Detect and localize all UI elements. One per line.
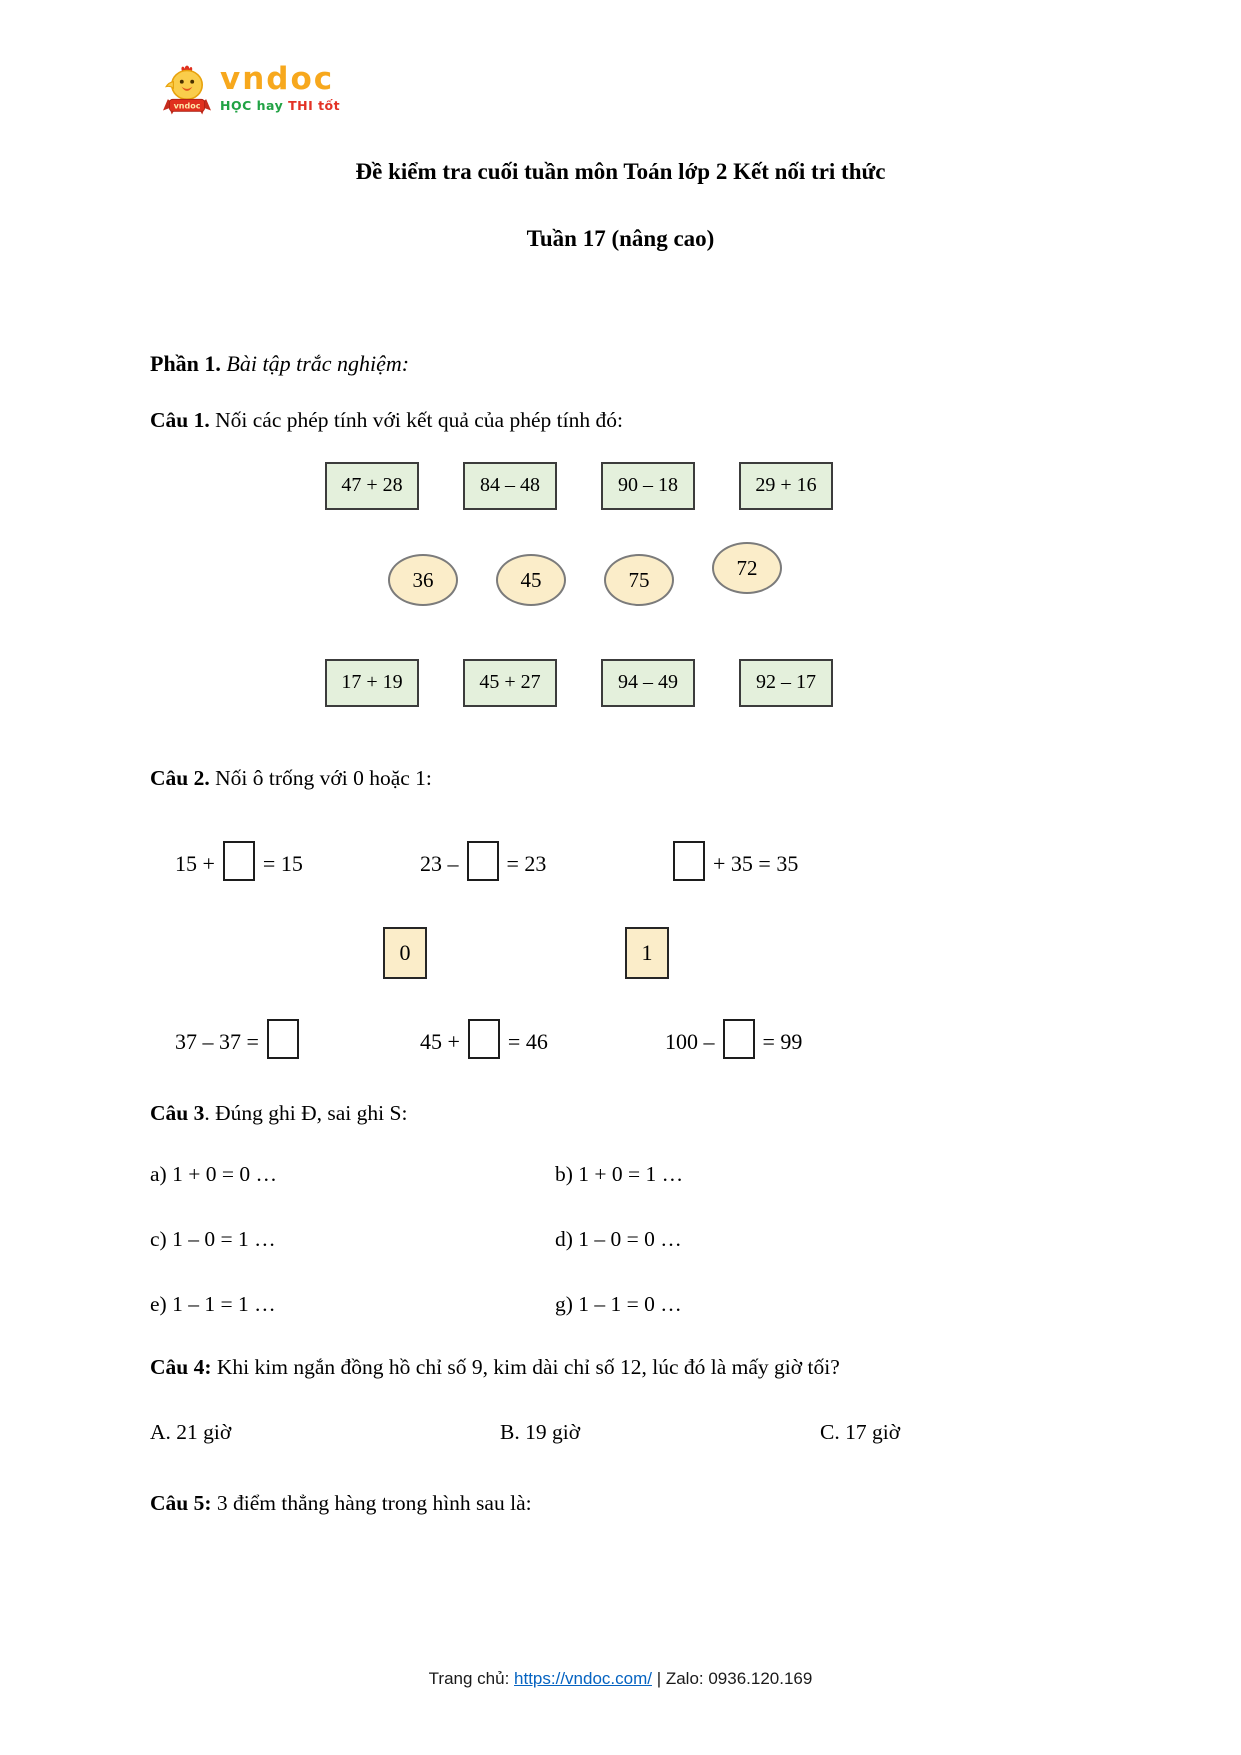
tf-item bbox=[150, 1225, 555, 1254]
homepage-link[interactable]: https://vndoc.com/ bbox=[514, 1669, 652, 1688]
equation bbox=[175, 1019, 420, 1059]
operation-box: 47 + 28 bbox=[325, 462, 419, 510]
q4-heading bbox=[150, 1353, 1171, 1382]
q1-bottom-boxes-row bbox=[325, 659, 1241, 707]
equation-pre: 23 – bbox=[420, 850, 459, 876]
q1-top-boxes-row bbox=[325, 462, 1241, 510]
q1-result-ovals-row bbox=[388, 554, 1241, 606]
result-oval: 75 bbox=[604, 554, 674, 606]
tf-item-text: 1 + 0 = 0 … bbox=[172, 1161, 277, 1186]
q2-equations-top-row bbox=[175, 841, 1241, 881]
answer-box-zero: 0 bbox=[383, 927, 427, 979]
q2-label: Câu 2. bbox=[150, 765, 210, 790]
tf-item-text: 1 – 0 = 1 … bbox=[172, 1226, 276, 1251]
blank-box bbox=[267, 1019, 299, 1059]
result-oval: 36 bbox=[388, 554, 458, 606]
blank-box bbox=[468, 1019, 500, 1059]
footer-prefix: Trang chủ: bbox=[428, 1669, 515, 1688]
operation-box: 17 + 19 bbox=[325, 659, 419, 707]
q1-heading bbox=[150, 406, 1171, 435]
equation bbox=[420, 1019, 665, 1059]
equation-post: + 35 = 35 bbox=[713, 850, 799, 876]
option-b: B. 19 giờ bbox=[500, 1419, 581, 1444]
tf-item bbox=[555, 1160, 975, 1189]
result-oval: 72 bbox=[712, 542, 782, 594]
blank-box bbox=[223, 841, 255, 881]
page-subtitle: Tuần 17 (nâng cao) bbox=[526, 226, 715, 252]
footer-suffix: | Zalo: 0936.120.169 bbox=[651, 1669, 813, 1688]
tf-item bbox=[555, 1225, 975, 1254]
operation-box: 90 – 18 bbox=[601, 462, 695, 510]
tf-item-label: a) bbox=[150, 1161, 167, 1186]
q1-prompt: Nối các phép tính với kết quả của phép tính đó: bbox=[215, 407, 623, 432]
vndoc-logo bbox=[163, 61, 341, 117]
logo-text-block bbox=[220, 61, 341, 115]
equation-post: = 23 bbox=[506, 850, 547, 876]
q3-heading bbox=[150, 1099, 1171, 1128]
equation bbox=[175, 841, 420, 881]
tf-item-label: c) bbox=[150, 1226, 167, 1251]
chick-mascot-icon bbox=[163, 64, 211, 117]
tf-item-text: 1 – 0 = 0 … bbox=[578, 1226, 682, 1251]
q5-prompt: 3 điểm thẳng hàng trong hình sau là: bbox=[216, 1490, 532, 1515]
q3-label: Câu 3 bbox=[150, 1100, 205, 1125]
q3-prompt: . Đúng ghi Đ, sai ghi S: bbox=[204, 1100, 408, 1125]
tf-item bbox=[555, 1290, 975, 1319]
result-oval: 45 bbox=[496, 554, 566, 606]
tf-item-label: d) bbox=[555, 1226, 573, 1251]
answer-box-one: 1 bbox=[625, 927, 669, 979]
tf-item-text: 1 + 0 = 1 … bbox=[578, 1161, 684, 1186]
blank-box bbox=[467, 841, 499, 881]
q4-prompt: Khi kim ngắn đồng hồ chỉ số 9, kim dài chỉ số 12, lúc đó là mấy giờ tối? bbox=[216, 1354, 840, 1379]
banner-text: vndoc bbox=[173, 101, 201, 111]
equation bbox=[420, 841, 665, 881]
q2-answer-boxes-row bbox=[383, 927, 1241, 979]
tf-item-label: g) bbox=[555, 1291, 573, 1316]
equation-post: = 46 bbox=[507, 1028, 548, 1054]
equation bbox=[665, 841, 798, 881]
operation-box: 94 – 49 bbox=[601, 659, 695, 707]
q5-heading bbox=[150, 1489, 1171, 1518]
q1-label: Câu 1. bbox=[150, 407, 210, 432]
option-a: A. 21 giờ bbox=[150, 1419, 232, 1444]
equation bbox=[665, 1019, 802, 1059]
equation-post: = 15 bbox=[262, 850, 303, 876]
q5-label: Câu 5: bbox=[150, 1490, 212, 1515]
tagline-green: HỌC hay bbox=[220, 98, 284, 113]
operation-box: 29 + 16 bbox=[739, 462, 833, 510]
tf-item bbox=[150, 1160, 555, 1189]
tf-item-label: b) bbox=[555, 1161, 573, 1186]
logo-wordmark: vndoc bbox=[220, 61, 335, 97]
equation-pre: 37 – 37 = bbox=[175, 1028, 259, 1054]
equation-pre: 15 + bbox=[175, 850, 215, 876]
q2-prompt: Nối ô trống với 0 hoặc 1: bbox=[215, 765, 432, 790]
part1-title: Bài tập trắc nghiệm: bbox=[226, 351, 410, 377]
tf-item-text: 1 – 1 = 0 … bbox=[578, 1291, 682, 1316]
page-title: Đề kiểm tra cuối tuần môn Toán lớp 2 Kết nối tri thức bbox=[355, 159, 886, 184]
tf-item-text: 1 – 1 = 1 … bbox=[172, 1291, 276, 1316]
part1-heading bbox=[150, 349, 1241, 379]
operation-box: 45 + 27 bbox=[463, 659, 557, 707]
equation-post: = 99 bbox=[762, 1028, 803, 1054]
option-c: C. 17 giờ bbox=[820, 1419, 901, 1444]
blank-box bbox=[673, 841, 705, 881]
q4-options-row bbox=[150, 1418, 1241, 1447]
operation-box: 84 – 48 bbox=[463, 462, 557, 510]
logo-tagline bbox=[220, 98, 340, 115]
q2-heading bbox=[150, 764, 1171, 793]
part1-label: Phần 1. bbox=[150, 351, 221, 377]
operation-box: 92 – 17 bbox=[739, 659, 833, 707]
equation-pre: 100 – bbox=[665, 1028, 715, 1054]
equation-pre: 45 + bbox=[420, 1028, 460, 1054]
q3-items-grid bbox=[150, 1160, 1241, 1319]
tagline-red: THI tốt bbox=[288, 98, 341, 113]
blank-box bbox=[723, 1019, 755, 1059]
q2-equations-bottom-row bbox=[175, 1019, 1241, 1059]
page-footer bbox=[0, 1668, 1241, 1691]
tf-item bbox=[150, 1290, 555, 1319]
q4-label: Câu 4: bbox=[150, 1354, 212, 1379]
tf-item-label: e) bbox=[150, 1291, 167, 1316]
